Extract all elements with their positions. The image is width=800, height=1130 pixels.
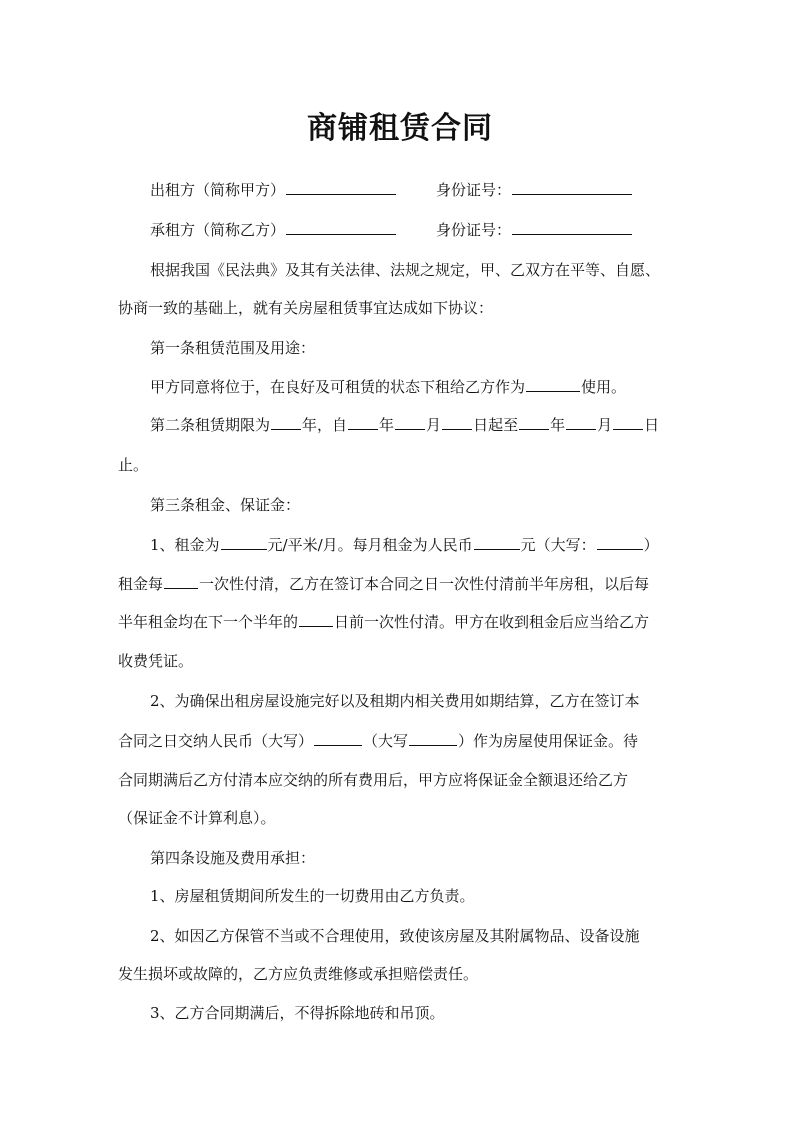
article2-text-g: 月 (597, 416, 613, 434)
end-year-blank (519, 414, 549, 430)
lessee-id-blank (512, 219, 632, 235)
rent-rate-label: 1、租金为 (150, 536, 220, 554)
monthly-rent-blank (474, 534, 520, 550)
article3-p2-line1: 2、为确保出租房屋设施完好以及租期内相关费用如期结算，乙方在签订本 (150, 692, 640, 710)
article3-p1-line2 (118, 573, 688, 595)
deposit-uppercase-blank (314, 730, 362, 746)
contract-title: 商铺租赁合同 (307, 111, 493, 146)
term-years-blank (271, 414, 301, 430)
lessor-id-field (436, 179, 633, 201)
lessee-id-field (436, 219, 633, 241)
article3-p1-line3 (118, 611, 688, 633)
start-month-blank (395, 414, 425, 430)
article1-text (150, 376, 690, 398)
lessee-label: 承租方（简称乙方） (150, 221, 286, 239)
article2-text-f: 年 (550, 416, 566, 434)
article3-p1-line4: 收费凭证。 (118, 652, 194, 670)
article1-text-a: 甲方同意将位于，在良好及可租赁的状态下租给乙方作为 (150, 378, 526, 396)
article2-text-h: 日 (644, 416, 660, 434)
article2-end: 止。 (118, 456, 149, 474)
article3-p2-line2 (118, 730, 688, 752)
lessor-id-label: 身份证号： (436, 181, 512, 199)
article2-text-e: 日起至 (473, 416, 519, 434)
article2-text-c: 年 (379, 416, 395, 434)
article2-text (150, 414, 690, 436)
article4-p3: 3、乙方合同期满后，不得拆除地砖和吊顶。 (150, 1004, 445, 1022)
payment-day-text: 日前一次性付清。甲方在收到租金后应当给乙方 (334, 613, 650, 631)
lessor-label: 出租方（简称甲方） (150, 181, 286, 199)
start-year-blank (348, 414, 378, 430)
rent-rate-blank (221, 534, 267, 550)
article3-p2-line4: （保证金不计算利息）。 (118, 809, 276, 827)
usage-blank (526, 376, 580, 392)
monthly-rent-label: 元/平米/月。每月租金为人民币 (267, 536, 473, 554)
article3-p1-line1 (150, 534, 690, 556)
lessee-name-blank (286, 219, 396, 235)
article2-text-b: 年，自 (302, 416, 348, 434)
article4-p2-line1: 2、如因乙方保管不当或不合理使用，致使该房屋及其附属物品、设备设施 (150, 927, 640, 945)
lessor-field (150, 179, 397, 201)
deposit-text: ）作为房屋使用保证金。待 (458, 732, 639, 750)
article4-title: 第四条设施及费用承担： (150, 849, 316, 867)
rent-uppercase-label: 元（大写： (520, 536, 596, 554)
article4-p1: 1、房屋租赁期间所发生的一切费用由乙方负责。 (150, 887, 475, 905)
deposit-uppercase-label: （大写 (363, 732, 409, 750)
rent-period-label: 租金每 (118, 575, 164, 593)
article1-title: 第一条租赁范围及用途： (150, 339, 316, 357)
rent-period-text: 一次性付清，乙方在签订本合同之日一次性付清前半年房租，以后每 (199, 575, 650, 593)
payment-day-blank (299, 611, 333, 627)
preamble-line-2: 协商一致的基础上，就有关房屋租赁事宜达成如下协议： (118, 299, 494, 317)
preamble-line-1: 根据我国《民法典》及其有关法律、法规之规定，甲、乙双方在平等、自愿、 (150, 261, 661, 279)
lessee-id-label: 身份证号： (436, 221, 512, 239)
end-day-blank (613, 414, 643, 430)
article2-text-d: 月 (426, 416, 442, 434)
article4-p2-line2: 发生损坏或故障的，乙方应负责维修或承担赔偿责任。 (118, 965, 479, 983)
lessor-name-blank (286, 179, 396, 195)
lessor-id-blank (512, 179, 632, 195)
rent-uppercase-blank (597, 534, 643, 550)
deposit-amount-blank (409, 730, 457, 746)
end-month-blank (566, 414, 596, 430)
rent-uppercase-close: ） (643, 536, 659, 554)
article3-p2-line3: 合同期满后乙方付清本应交纳的所有费用后，甲方应将保证金全额退还给乙方 (118, 771, 629, 789)
article1-text-b: 使用。 (581, 378, 627, 396)
lessee-field (150, 219, 397, 241)
rent-period-blank (164, 573, 198, 589)
payment-day-label: 半年租金均在下一个半年的 (118, 613, 299, 631)
article3-title: 第三条租金、保证金： (150, 496, 301, 514)
deposit-label: 合同之日交纳人民币（大写） (118, 732, 314, 750)
start-day-blank (442, 414, 472, 430)
article2-text-a: 第二条租赁期限为 (150, 416, 271, 434)
